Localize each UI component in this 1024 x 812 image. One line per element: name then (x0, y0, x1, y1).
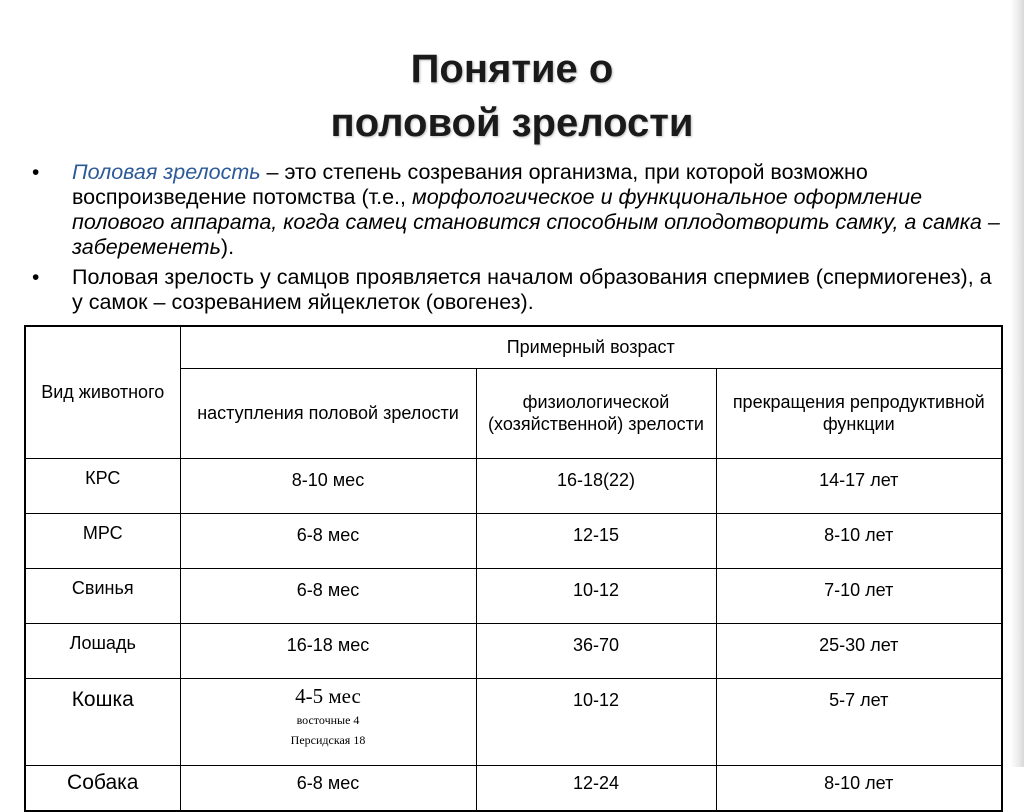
table-row (25, 678, 1002, 765)
cell-animal: Кошка (25, 678, 180, 765)
slide-title-line-1: Понятие о (410, 47, 614, 91)
cell-onset: 16-18 мес (180, 623, 476, 678)
table-row (25, 568, 1002, 623)
table-header-row (25, 326, 1002, 368)
cell-onset-value: 4-5 мес (295, 683, 361, 708)
maturity-table (24, 325, 1003, 812)
cell-physio: 36-70 (476, 623, 716, 678)
cell-onset (180, 678, 476, 765)
cell-animal: Собака (25, 765, 180, 811)
bullet-text-end: ). (220, 235, 235, 259)
cell-end: 25-30 лет (716, 623, 1002, 678)
slide-title-line-2: половой зрелости (330, 101, 694, 145)
slide-title (0, 42, 1024, 150)
bullet-text: Половая зрелость у самцов проявляется началом образования спермиев (спермиогенез), а у самок – созреванием яйцеклеток (овогенез). (72, 265, 992, 314)
bullet-marker: • (32, 161, 40, 184)
cell-physio: 10-12 (476, 678, 716, 765)
cell-onset: 6-8 мес (180, 513, 476, 568)
cell-onset-note: восточные 4 (296, 712, 360, 727)
cell-physio: 16-18(22) (476, 458, 716, 513)
cell-onset: 6-8 мес (180, 765, 476, 811)
table-row (25, 623, 1002, 678)
table-row (25, 458, 1002, 513)
cell-onset: 6-8 мес (180, 568, 476, 623)
header-end: прекращения репродуктивной функции (716, 368, 1002, 458)
cell-animal: КРС (25, 458, 180, 513)
cell-end: 8-10 лет (716, 513, 1002, 568)
bullet-marker: • (32, 266, 40, 289)
bullet-item (32, 265, 1007, 315)
header-animal: Вид животного (25, 326, 180, 458)
cell-onset-note: Персидская 18 (290, 732, 366, 747)
bullet-text: – это степень созревания организма, при которой возможно воспроизведение потомства (т.е., (72, 160, 868, 209)
header-approx-age: Примерный возраст (180, 326, 1002, 368)
cell-end: 8-10 лет (716, 765, 1002, 811)
cell-physio: 12-24 (476, 765, 716, 811)
bullet-list (32, 160, 1007, 320)
cell-end: 7-10 лет (716, 568, 1002, 623)
bullet-item (32, 160, 1007, 260)
cell-end: 14-17 лет (716, 458, 1002, 513)
cell-animal: Лошадь (25, 623, 180, 678)
bullet-italic-text: морфологическое и функциональное оформление полового аппарата, когда самец становится способным оплодотворить самку, а самка – забеременеть (72, 185, 1000, 259)
cell-animal: Свинья (25, 568, 180, 623)
cell-animal: МРС (25, 513, 180, 568)
bullet-term: Половая зрелость (72, 160, 261, 184)
header-physio: физиологической (хозяйственной) зрелости (476, 368, 716, 458)
cell-physio: 10-12 (476, 568, 716, 623)
table-row (25, 765, 1002, 811)
cell-onset: 8-10 мес (180, 458, 476, 513)
cell-end: 5-7 лет (716, 678, 1002, 765)
cell-physio: 12-15 (476, 513, 716, 568)
header-onset: наступления половой зрелости (180, 368, 476, 458)
table-row (25, 513, 1002, 568)
